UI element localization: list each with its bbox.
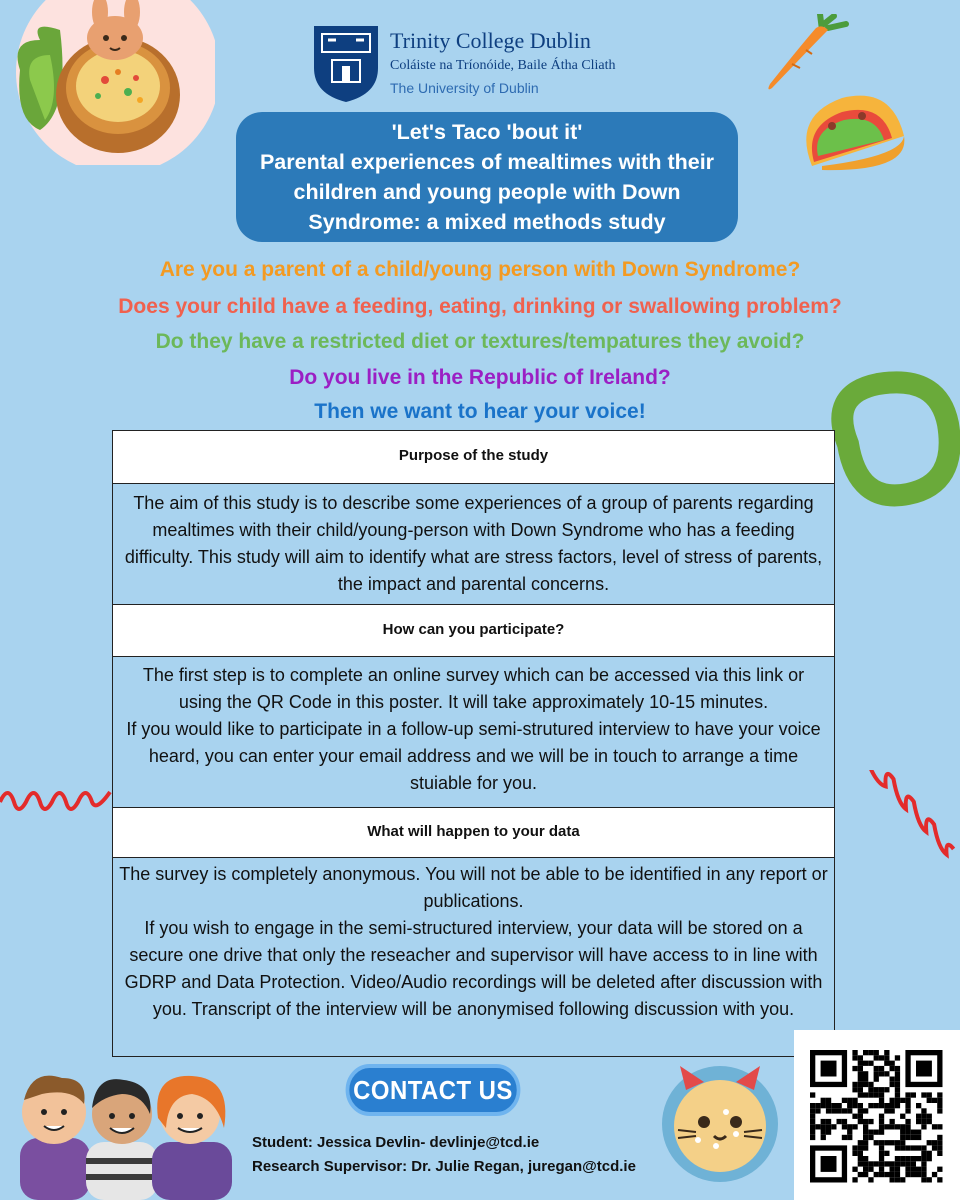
question-diet: Do they have a restricted diet or textures/tempatures they avoid? [155, 330, 805, 353]
children-illustration [12, 1038, 244, 1200]
university-logo [312, 24, 616, 104]
participate-paragraph: If you would like to participate in a follow-up semi-strutured interview to have your voice heard, you can enter your email address and we will be in touch to arrange a time stuiable for you. [126, 719, 821, 793]
section-body-data [113, 858, 834, 1056]
carrot-icon [762, 14, 850, 94]
section-body-participate [113, 657, 834, 808]
call-to-action: Then we want to hear your voice! [314, 400, 646, 423]
cat-porridge-icon [656, 1060, 784, 1184]
crest-icon [312, 24, 380, 102]
section-heading-purpose: Purpose of the study [113, 431, 834, 484]
supervisor-contact: Research Supervisor: Dr. Julie Regan, juregan@tcd.ie [252, 1158, 636, 1175]
section-heading-data: What will happen to your data [113, 808, 834, 858]
qr-code-pattern [794, 1030, 960, 1200]
participate-paragraph: The first step is to complete an online survey which can be accessed via this link or using the QR Code in this poster. It will take approximately 10-15 minutes. [142, 665, 805, 712]
section-body-purpose: The aim of this study is to describe some experiences of a group of parents regarding mealtimes with their child/young-person with Down Syndrome who has a feeding difficulty. This study will aim to identify what are stress factors, level of stress of parents, the impact and parental concerns. [113, 484, 834, 605]
red-squiggle-icon [834, 770, 960, 890]
study-title-line: Parental experiences of mealtimes with their [259, 150, 715, 174]
qr-code[interactable] [794, 1030, 960, 1200]
student-contact: Student: Jessica Devlin- devlinje@tcd.ie [252, 1134, 540, 1151]
university-irish-name: Coláiste na Tríonóide, Baile Átha Cliath [390, 58, 616, 73]
university-subtitle: The University of Dublin [390, 80, 539, 96]
bowl-food-icon [0, 0, 215, 165]
red-squiggle-icon [0, 768, 112, 828]
study-title-box [236, 112, 738, 242]
university-name: Trinity College Dublin [390, 28, 591, 53]
question-ireland: Do you live in the Republic of Ireland? [289, 366, 671, 389]
data-paragraph: If you wish to engage in the semi-structured interview, your data will be stored on a secure one drive that only the reseacher and supervisor will have access to in line with GDRP and Data Protection. Video/Audio recordings will be deleted after discussion with you. Transcript of the interview will be anonymised following discussion with you. [124, 918, 823, 1019]
taco-icon [792, 86, 912, 172]
question-feeding: Does your child have a feeding, eating, drinking or swallowing problem? [118, 295, 842, 318]
study-title-line: children and young people with Down [293, 180, 681, 204]
data-paragraph: The survey is completely anonymous. You will not be able to be identified in any report or publications. [119, 864, 828, 911]
info-table [112, 430, 835, 1057]
section-heading-participate: How can you participate? [113, 605, 834, 657]
question-parent: Are you a parent of a child/young person with Down Syndrome? [159, 258, 801, 281]
study-title-line: 'Let's Taco 'bout it' [391, 120, 583, 144]
study-title-line: Syndrome: a mixed methods study [308, 210, 666, 234]
contact-us-button[interactable]: CONTACT US [346, 1064, 521, 1116]
